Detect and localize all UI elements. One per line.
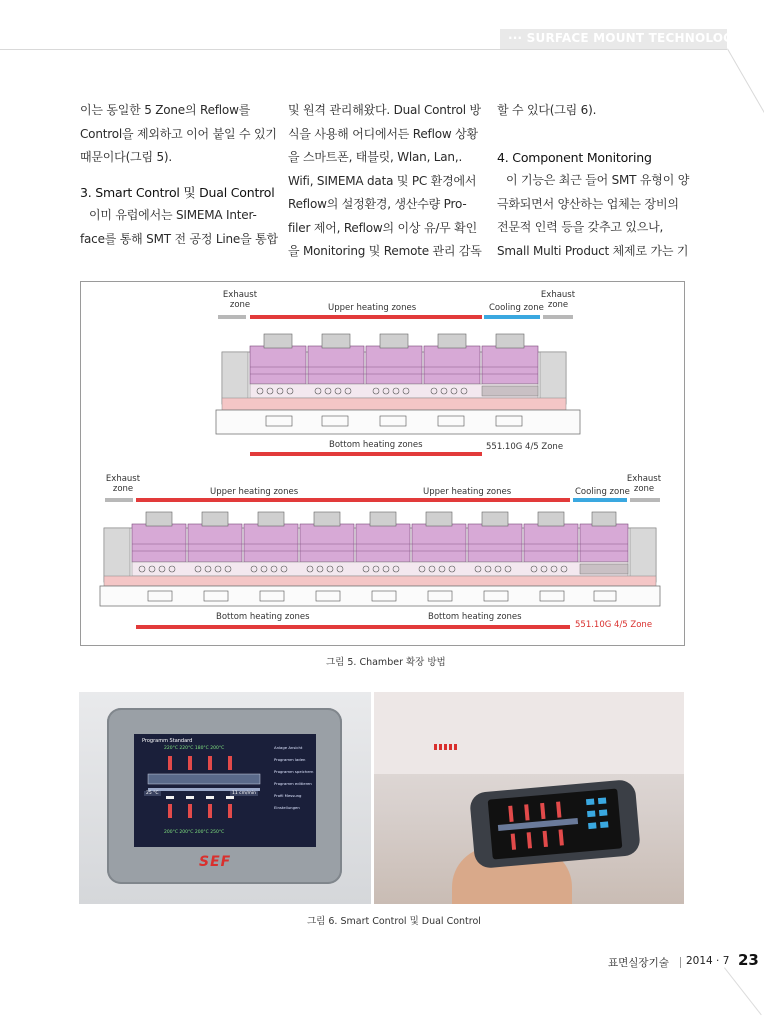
section-label: ··· SURFACE MOUNT TECHNOLOGY xyxy=(508,31,742,45)
footer-divider xyxy=(680,957,681,968)
smartphone-photo xyxy=(374,692,684,904)
section-heading: 4. Component Monitoring xyxy=(497,149,652,165)
menu-item[interactable]: Anlage Ansicht xyxy=(274,745,303,750)
phone-screen xyxy=(488,788,623,859)
model-label: 551.10G 4/5 Zone xyxy=(575,620,653,630)
exhaust-bar xyxy=(630,498,660,502)
issue-date: 2014 · 7 xyxy=(686,955,730,967)
text-line: 이는 동일한 5 Zone의 Reflow를 xyxy=(80,103,251,117)
oven-cover xyxy=(374,692,684,774)
column-1 xyxy=(80,99,276,251)
page-number: 23 xyxy=(738,951,759,969)
temps-top: 220°C 220°C 180°C 200°C xyxy=(164,746,225,751)
journal-name: 표면실장기술 xyxy=(608,957,669,969)
column-3 xyxy=(497,99,690,263)
cooling-bar xyxy=(573,498,627,502)
text-line: Control을 제외하고 이어 붙일 수 있기 xyxy=(80,126,277,141)
cooling-zone-label: Cooling zone xyxy=(575,487,630,497)
oven-diagram-extended xyxy=(98,506,662,608)
oven-diagram-5zone xyxy=(214,322,582,438)
header-rule xyxy=(0,49,727,50)
text-line: 할 수 있다(그림 6). xyxy=(497,103,597,117)
oven-marking xyxy=(434,744,458,750)
figure-5-caption: 그림 5. Chamber 확장 방법 xyxy=(326,657,446,668)
upper-heating-label: Upper heating zones xyxy=(328,303,417,313)
footer-diagonal xyxy=(724,967,762,1015)
menu-item[interactable]: Programm laden xyxy=(274,757,306,762)
text-line: 극화되면서 양산하는 업체는 장비의 xyxy=(497,196,679,211)
bottom-heating-label: Bottom heating zones xyxy=(216,612,310,622)
exhaust-zone-label: Exhaust zone xyxy=(105,474,141,494)
screen-title: Programm Standard xyxy=(142,738,193,744)
upper-heating-label: Upper heating zones xyxy=(210,487,299,497)
left-readout: 25 °C xyxy=(146,791,159,796)
menu-item[interactable]: Programm editieren xyxy=(274,781,312,786)
menu-item[interactable]: Programm speichern xyxy=(274,769,314,774)
exhaust-zone-label: Exhaust zone xyxy=(540,290,576,310)
section-heading: 3. Smart Control 및 Dual Control xyxy=(80,184,275,200)
text-line: 때문이다(그림 5). xyxy=(80,150,172,164)
figure-6-caption: 그림 6. Smart Control 및 Dual Control xyxy=(307,916,481,927)
text-line: filer 제어, Reflow의 이상 유/무 확인 xyxy=(288,220,477,235)
text-line: face를 통해 SMT 전 공정 Line을 통합 xyxy=(80,231,278,246)
header-diagonal xyxy=(727,49,764,127)
exhaust-bar xyxy=(543,315,573,319)
upper-heating-label: Upper heating zones xyxy=(423,487,512,497)
text-line: 을 스마트폰, 태블릿, Wlan, Lan,. xyxy=(288,150,463,164)
menu-item[interactable]: Einstellungen xyxy=(274,805,300,810)
right-readout: 11 cm/min xyxy=(232,791,257,796)
text-line: 이 기능은 최근 들어 SMT 유형이 양 xyxy=(506,173,690,187)
bottom-heating-label: Bottom heating zones xyxy=(428,612,522,622)
cooling-bar xyxy=(484,315,540,319)
column-2 xyxy=(288,99,484,264)
phone-zone-graphic xyxy=(488,788,623,859)
screen-menu xyxy=(274,742,314,814)
temps-bottom: 200°C 200°C 200°C 250°C xyxy=(164,830,225,835)
exhaust-zone-label: Exhaust zone xyxy=(222,290,258,310)
text-line: Reflow의 설정환경, 생산수량 Pro- xyxy=(288,197,467,211)
text-line: 을 Monitoring 및 Remote 관리 감독 xyxy=(288,244,482,258)
exhaust-zone-label: Exhaust zone xyxy=(626,474,662,494)
exhaust-bar xyxy=(218,315,246,319)
upper-heating-bar xyxy=(136,498,570,502)
text-line: Small Multi Product 체제로 가는 기 xyxy=(497,243,689,258)
text-line: 전문적 인력 등을 갖추고 있으나, xyxy=(497,220,664,234)
exhaust-bar xyxy=(105,498,133,502)
touch-screen xyxy=(134,734,316,847)
menu-item[interactable]: Profil Messung xyxy=(274,793,302,798)
bottom-heating-label: Bottom heating zones xyxy=(329,440,423,450)
cooling-zone-label: Cooling zone xyxy=(489,303,544,313)
text-line: 이미 유럽에서는 SIMEMA Inter- xyxy=(89,208,257,222)
text-line: 및 원격 관리해왔다. Dual Control 방 xyxy=(288,103,481,117)
bottom-heating-bar xyxy=(136,625,570,629)
phone-body xyxy=(469,779,641,869)
text-line: 식을 사용해 어디에서든 Reflow 상황 xyxy=(288,126,478,141)
model-label: 551.10G 4/5 Zone xyxy=(486,442,564,452)
brand-logo: SEF xyxy=(199,854,232,870)
upper-heating-bar xyxy=(250,315,482,319)
control-panel-photo xyxy=(79,692,371,904)
bottom-heating-bar xyxy=(250,452,482,456)
text-line: Wifi, SIMEMA data 및 PC 환경에서 xyxy=(288,173,477,188)
